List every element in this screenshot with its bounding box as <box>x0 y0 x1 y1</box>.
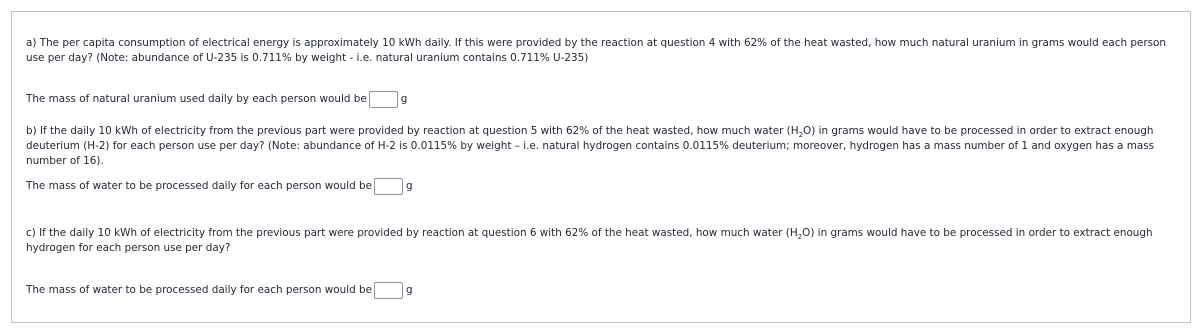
part-c-question <box>26 226 1182 256</box>
part-a-question: a) The per capita consumption of electrical energy is approximately 10 kWh daily. If this were provided by the reaction at question 4 with 62% of the heat wasted, how much natural uranium in grams would each person use per day? (Note: abundance of U-235 is 0.711% by weight - i.e. natural uranium contains 0.711% U-235) <box>26 37 1166 64</box>
part-b-question <box>26 124 1182 169</box>
part-b-answer-input[interactable] <box>374 178 403 195</box>
part-a-answer-label: The mass of natural uranium used daily by each person would be <box>26 93 367 105</box>
part-a-answer-input[interactable] <box>369 91 398 108</box>
part-c-unit: g <box>406 284 413 296</box>
part-c-answer-label: The mass of water to be processed daily for each person would be <box>26 284 372 296</box>
part-c-question-text-2: O) in grams would have to be processed in order to extract enough hydrogen for each person use per day? <box>26 227 1153 254</box>
part-b-unit: g <box>406 180 413 192</box>
part-a-unit: g <box>400 93 408 105</box>
part-c-answer-row <box>26 280 413 300</box>
part-c-question-text-1: c) If the daily 10 kWh of electricity from the previous part were provided by reaction at question 6 with 62% of the heat wasted, how much water (H <box>26 227 798 239</box>
part-b-question-text-1: b) If the daily 10 kWh of electricity from the previous part were provided by reaction at question 5 with 62% of the heat wasted, how much water (H <box>26 125 799 137</box>
part-c-subscript: 2 <box>797 233 803 242</box>
part-b-answer-label: The mass of water to be processed daily for each person would be <box>26 180 372 192</box>
part-b-question-text-2: O) in grams would have to be processed in order to extract enough deuterium (H-2) for each person use per day? (Note: abundance of H-2 is 0.0115% by weight – i.e. natural hydrogen contains 0.0115% deuterium; moreover, hydrogen has a mass number of 1 and oxygen has a mass number of 16). <box>26 125 1155 167</box>
part-b-answer-row <box>26 176 413 196</box>
part-a-answer-row <box>26 89 407 109</box>
part-c-answer-input[interactable] <box>374 282 403 299</box>
question-panel <box>11 11 1191 323</box>
part-b-subscript: 2 <box>798 131 804 140</box>
